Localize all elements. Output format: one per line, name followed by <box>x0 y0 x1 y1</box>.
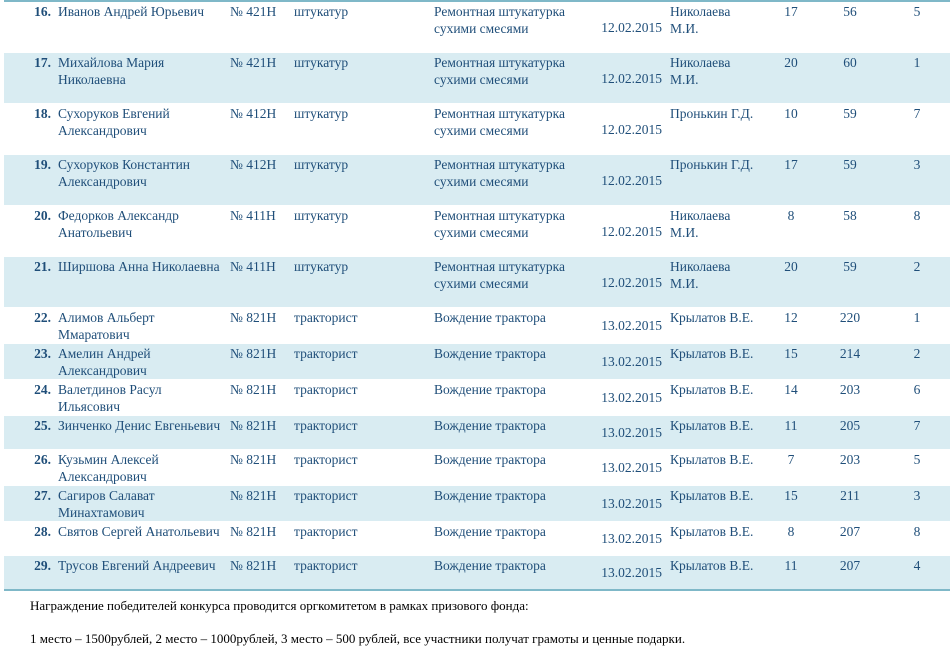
participant-name: Амелин Андрей Александрович <box>54 344 226 380</box>
table-row <box>4 53 950 104</box>
expert-name: Пронькин Г.Д. <box>666 155 766 206</box>
expert-name: Крылатов В.Е. <box>666 556 766 591</box>
profession: тракторист <box>290 486 430 522</box>
expert-name: Крылатов В.Е. <box>666 344 766 380</box>
place: 5 <box>884 450 950 486</box>
score-theory: 10 <box>766 104 816 155</box>
task-name: Вождение трактора <box>430 556 586 591</box>
task-name: Ремонтная штукатурка сухими смесями <box>430 206 586 257</box>
task-name: Вождение трактора <box>430 486 586 522</box>
competition-date: 13.02.2015 <box>586 486 666 522</box>
task-name: Ремонтная штукатурка сухими смесями <box>430 1 586 53</box>
expert-name: Крылатов В.Е. <box>666 522 766 556</box>
score-theory: 7 <box>766 450 816 486</box>
table-row <box>4 450 950 486</box>
participant-name: Алимов Альберт Ммаратович <box>54 308 226 344</box>
place: 1 <box>884 308 950 344</box>
group-number: № 821Н <box>226 344 290 380</box>
profession: штукатур <box>290 104 430 155</box>
profession: тракторист <box>290 380 430 416</box>
score-theory: 8 <box>766 206 816 257</box>
place: 3 <box>884 486 950 522</box>
table-row <box>4 486 950 522</box>
profession: штукатур <box>290 1 430 53</box>
score-theory: 17 <box>766 155 816 206</box>
group-number: № 412Н <box>226 104 290 155</box>
expert-name: Пронькин Г.Д. <box>666 104 766 155</box>
place: 5 <box>884 1 950 53</box>
place: 2 <box>884 257 950 308</box>
profession: тракторист <box>290 522 430 556</box>
table-row <box>4 155 950 206</box>
participant-name: Сухоруков Константин Александрович <box>54 155 226 206</box>
table-row <box>4 380 950 416</box>
score-practice: 207 <box>816 522 884 556</box>
score-practice: 59 <box>816 257 884 308</box>
score-practice: 56 <box>816 1 884 53</box>
participant-name: Федорков Александр Анатольевич <box>54 206 226 257</box>
place: 8 <box>884 522 950 556</box>
score-theory: 11 <box>766 416 816 450</box>
participant-name: Михайлова Мария Николаевна <box>54 53 226 104</box>
score-practice: 59 <box>816 155 884 206</box>
table-body <box>4 1 950 590</box>
group-number: № 411Н <box>226 206 290 257</box>
participant-name: Трусов Евгений Андреевич <box>54 556 226 591</box>
expert-name: Николаева М.И. <box>666 206 766 257</box>
table-row <box>4 308 950 344</box>
competition-date: 12.02.2015 <box>586 155 666 206</box>
participant-name: Сухоруков Евгений Александрович <box>54 104 226 155</box>
row-number: 17. <box>4 53 54 104</box>
award-note: Награждение победителей конкурса проводится оргкомитетом в рамках призового фонда: <box>30 598 529 613</box>
row-number: 29. <box>4 556 54 591</box>
group-number: № 421Н <box>226 1 290 53</box>
score-practice: 211 <box>816 486 884 522</box>
task-name: Вождение трактора <box>430 416 586 450</box>
competition-date: 12.02.2015 <box>586 104 666 155</box>
table-row <box>4 556 950 591</box>
profession: тракторист <box>290 416 430 450</box>
competition-date: 13.02.2015 <box>586 308 666 344</box>
group-number: № 821Н <box>226 486 290 522</box>
score-practice: 203 <box>816 380 884 416</box>
row-number: 16. <box>4 1 54 53</box>
place: 2 <box>884 344 950 380</box>
competition-date: 12.02.2015 <box>586 1 666 53</box>
place: 3 <box>884 155 950 206</box>
profession: штукатур <box>290 257 430 308</box>
expert-name: Крылатов В.Е. <box>666 450 766 486</box>
group-number: № 821Н <box>226 450 290 486</box>
participant-name: Святов Сергей Анатольевич <box>54 522 226 556</box>
group-number: № 421Н <box>226 53 290 104</box>
participant-name: Кузьмин Алексей Александрович <box>54 450 226 486</box>
task-name: Вождение трактора <box>430 308 586 344</box>
score-practice: 205 <box>816 416 884 450</box>
score-practice: 203 <box>816 450 884 486</box>
task-name: Ремонтная штукатурка сухими смесями <box>430 104 586 155</box>
task-name: Вождение трактора <box>430 380 586 416</box>
profession: штукатур <box>290 206 430 257</box>
group-number: № 411Н <box>226 257 290 308</box>
score-practice: 214 <box>816 344 884 380</box>
task-name: Вождение трактора <box>430 522 586 556</box>
place: 6 <box>884 380 950 416</box>
score-practice: 207 <box>816 556 884 591</box>
competition-date: 12.02.2015 <box>586 257 666 308</box>
profession: тракторист <box>290 556 430 591</box>
expert-name: Крылатов В.Е. <box>666 416 766 450</box>
row-number: 19. <box>4 155 54 206</box>
competition-date: 13.02.2015 <box>586 380 666 416</box>
score-theory: 14 <box>766 380 816 416</box>
table-row <box>4 522 950 556</box>
task-name: Ремонтная штукатурка сухими смесями <box>430 155 586 206</box>
score-theory: 20 <box>766 257 816 308</box>
row-number: 22. <box>4 308 54 344</box>
row-number: 23. <box>4 344 54 380</box>
row-number: 26. <box>4 450 54 486</box>
score-theory: 11 <box>766 556 816 591</box>
score-theory: 15 <box>766 486 816 522</box>
competition-date: 12.02.2015 <box>586 206 666 257</box>
place: 7 <box>884 416 950 450</box>
competition-date: 13.02.2015 <box>586 450 666 486</box>
group-number: № 821Н <box>226 380 290 416</box>
participant-name: Иванов Андрей Юрьевич <box>54 1 226 53</box>
place: 4 <box>884 556 950 591</box>
table-row <box>4 344 950 380</box>
score-practice: 220 <box>816 308 884 344</box>
score-practice: 60 <box>816 53 884 104</box>
row-number: 21. <box>4 257 54 308</box>
group-number: № 821Н <box>226 416 290 450</box>
score-theory: 17 <box>766 1 816 53</box>
group-number: № 412Н <box>226 155 290 206</box>
results-table <box>4 0 950 591</box>
participant-name: Сагиров Салават Минахтамович <box>54 486 226 522</box>
place: 7 <box>884 104 950 155</box>
score-theory: 15 <box>766 344 816 380</box>
expert-name: Крылатов В.Е. <box>666 380 766 416</box>
table-row <box>4 206 950 257</box>
row-number: 27. <box>4 486 54 522</box>
competition-date: 13.02.2015 <box>586 556 666 591</box>
expert-name: Николаева М.И. <box>666 53 766 104</box>
competition-date: 13.02.2015 <box>586 522 666 556</box>
row-number: 28. <box>4 522 54 556</box>
place: 8 <box>884 206 950 257</box>
competition-date: 13.02.2015 <box>586 344 666 380</box>
table-row <box>4 257 950 308</box>
row-number: 25. <box>4 416 54 450</box>
participant-name: Зинченко Денис Евгеньевич <box>54 416 226 450</box>
task-name: Вождение трактора <box>430 450 586 486</box>
score-practice: 59 <box>816 104 884 155</box>
expert-name: Крылатов В.Е. <box>666 308 766 344</box>
score-theory: 8 <box>766 522 816 556</box>
expert-name: Крылатов В.Е. <box>666 486 766 522</box>
participant-name: Валетдинов Расул Ильясович <box>54 380 226 416</box>
score-theory: 12 <box>766 308 816 344</box>
profession: штукатур <box>290 155 430 206</box>
row-number: 20. <box>4 206 54 257</box>
profession: тракторист <box>290 344 430 380</box>
place: 1 <box>884 53 950 104</box>
task-name: Ремонтная штукатурка сухими смесями <box>430 257 586 308</box>
score-theory: 20 <box>766 53 816 104</box>
competition-date: 12.02.2015 <box>586 53 666 104</box>
row-number: 24. <box>4 380 54 416</box>
profession: тракторист <box>290 450 430 486</box>
group-number: № 821Н <box>226 556 290 591</box>
task-name: Вождение трактора <box>430 344 586 380</box>
profession: штукатур <box>290 53 430 104</box>
profession: тракторист <box>290 308 430 344</box>
prize-list: 1 место – 1500рублей, 2 место – 1000рублей, 3 место – 500 рублей, все участники получат грамоты и ценные подарки. <box>30 631 686 646</box>
competition-date: 13.02.2015 <box>586 416 666 450</box>
row-number: 18. <box>4 104 54 155</box>
table-row <box>4 104 950 155</box>
group-number: № 821Н <box>226 308 290 344</box>
table-row <box>4 416 950 450</box>
participant-name: Ширшова Анна Николаевна <box>54 257 226 308</box>
score-practice: 58 <box>816 206 884 257</box>
group-number: № 821Н <box>226 522 290 556</box>
expert-name: Николаева М.И. <box>666 257 766 308</box>
expert-name: Николаева М.И. <box>666 1 766 53</box>
task-name: Ремонтная штукатурка сухими смесями <box>430 53 586 104</box>
table-row <box>4 1 950 53</box>
